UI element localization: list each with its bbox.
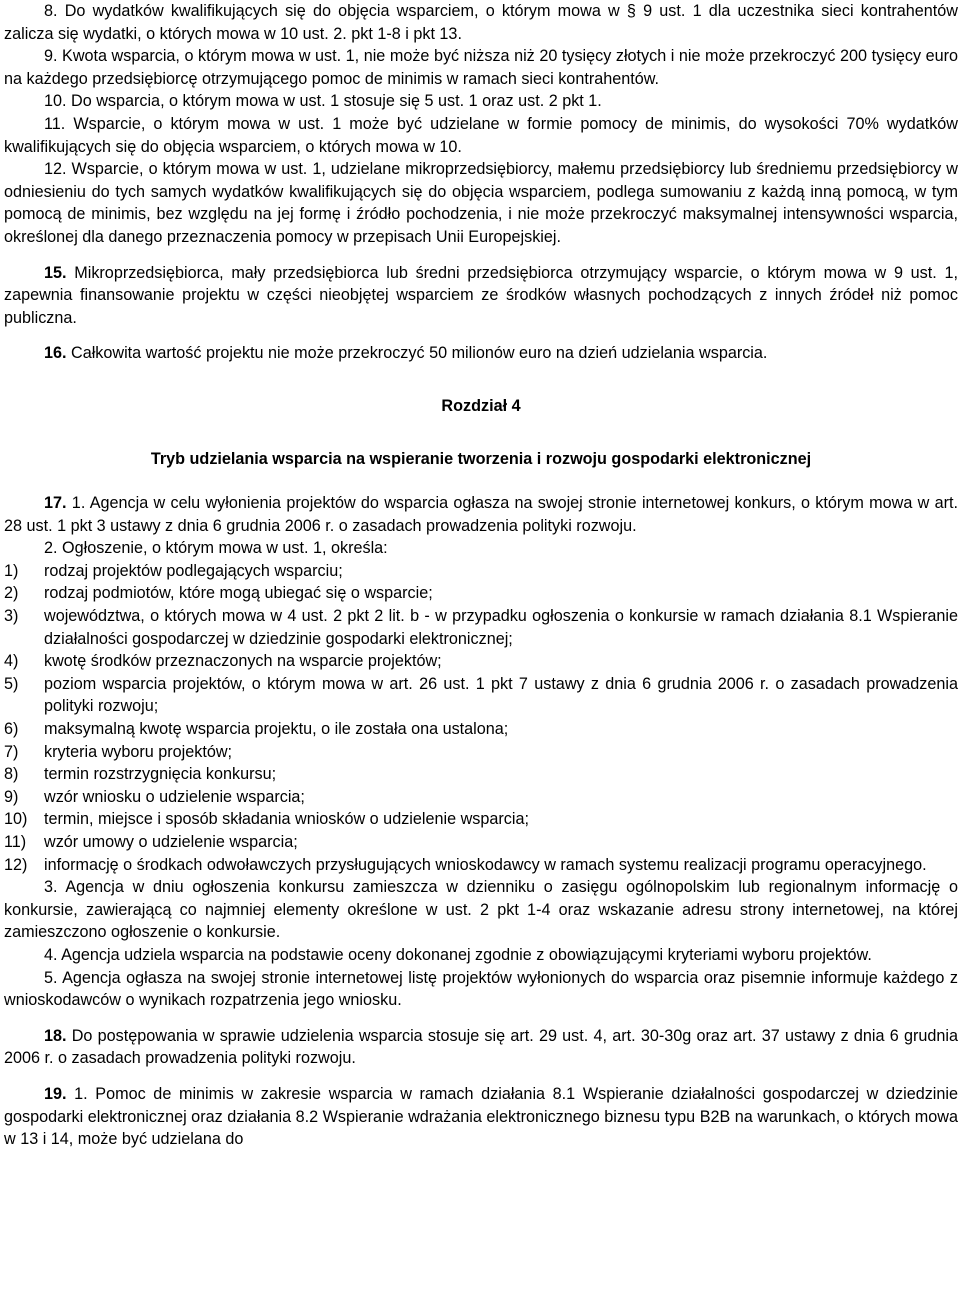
list-item: 6) maksymalną kwotę wsparcia projektu, o ile została ona ustalona; <box>4 720 509 739</box>
list-item: 4) kwotę środków przeznaczonych na wsparcie projektów; <box>4 652 442 671</box>
list-item: 1) rodzaj projektów podlegających wsparciu; <box>4 561 343 580</box>
paragraph-8: 8. Do wydatków kwalifikujących się do objęcia wsparciem, o którym mowa w § 9 ust. 1 dla uczestnika sieci kontrahentów zalicza się wydatki, o których mowa w 10 ust. 2. pkt 1-8 i pkt 13. <box>4 2 958 43</box>
list-item: 11) wzór umowy o udzielenie wsparcia; <box>4 833 298 851</box>
section-16-number: 16. <box>44 344 67 363</box>
section-17-para-4: 4. Agencja udziela wsparcia na podstawie oceny dokonanej zgodnie z obowiązującymi kryteriami wyboru projektów. <box>44 945 872 964</box>
chapter-title: Tryb udzielania wsparcia na wspieranie tworzenia i rozwoju gospodarki elektronicznej <box>150 449 812 468</box>
announcement-list <box>4 560 958 876</box>
list-item: 9) wzór wniosku o udzielenie wsparcia; <box>4 787 305 806</box>
paragraph-12: 12. Wsparcie, o którym mowa w ust. 1, udzielane mikroprzedsiębiorcy, małemu przedsiębiorcy lub średniemu przedsiębiorcy w odniesieniu do tych samych wydatków kwalifikujących się do objęcia wsparciem, podlega sumowaniu z każdą inną pomocą, w tym pomocą de minimis, bez względu na jej formę i źródło pochodzenia, i nie może przekroczyć maksymalnej intensywności wsparcia, określonej dla danego przeznaczenia pomocy w przepisach Unii Europejskiej. <box>4 160 958 246</box>
section-15-number: 15. <box>44 263 67 282</box>
list-item: 10) termin, miejsce i sposób składania wniosków o udzielenie wsparcia; <box>4 810 529 829</box>
section-17-text: 1. Agencja w celu wyłonienia projektów do wsparcia ogłasza na swojej stronie internetowej konkurs, o którym mowa w art. 28 ust. 1 pkt 3 ustawy z dnia 6 grudnia 2006 r. o zasadach prowadzenia polityki rozwoju. <box>4 494 958 535</box>
section-15 <box>4 262 958 330</box>
section-16 <box>4 342 958 365</box>
section-18-number: 18. <box>44 1026 67 1045</box>
chapter-heading: Rozdział 4 <box>441 396 521 415</box>
list-item: 7) kryteria wyboru projektów; <box>4 742 233 761</box>
section-15-text: Mikroprzedsiębiorca, mały przedsiębiorca lub średni przedsiębiorca otrzymujący wsparcie, o którym mowa w 9 ust. 1, zapewnia finansowanie projektu w części nieobjętej wsparciem ze środków własnych pochodzących z innych źródeł niż pomoc publiczna. <box>4 263 958 327</box>
section-19-number: 19. <box>44 1084 67 1103</box>
paragraph-9: 9. Kwota wsparcia, o którym mowa w ust. 1, nie może być niższa niż 20 tysięcy złotych i nie może przekroczyć 200 tysięcy euro na każdego przedsiębiorcę otrzymującego pomoc de minimis w ramach sieci kontrahentów. <box>4 47 958 88</box>
section-17-para-2: 2. Ogłoszenie, o którym mowa w ust. 1, określa: <box>44 539 388 558</box>
section-16-text: Całkowita wartość projektu nie może przekroczyć 50 milionów euro na dzień udzielania wsparcia. <box>66 344 768 363</box>
paragraph-11: 11. Wsparcie, o którym mowa w ust. 1 może być udzielane w formie pomocy de minimis, do wysokości 70% wydatków kwalifikujących się do objęcia wsparciem, o których mowa w 10. <box>4 114 958 156</box>
list-item: 12) informację o środkach odwoławczych przysługujących wnioskodawcy w ramach systemu realizacji programu operacyjnego. <box>4 855 927 874</box>
section-17-para-5: 5. Agencja ogłasza na swojej stronie internetowej listę projektów wyłonionych do wsparcia oraz pisemnie informuje każdego z wnioskodawców o wynikach rozpatrzenia jego wniosku. <box>4 968 958 1010</box>
section-19 <box>4 1083 958 1151</box>
section-17-para-3: 3. Agencja w dniu ogłoszenia konkursu zamieszcza w dzienniku o zasięgu ogólnopolskim lub regionalnym informację o konkursie, zawierającą co najmniej elementy określone w ust. 2 pkt 1-4 oraz wskazanie adresu strony internetowej, na której zamieszczono ogłoszenie o konkursie. <box>4 878 958 942</box>
list-item: 2) rodzaj podmiotów, które mogą ubiegać się o wsparcie; <box>4 584 433 603</box>
list-item: 5) poziom wsparcia projektów, o którym mowa w art. 26 ust. 1 pkt 7 ustawy z dnia 6 grudnia 2006 r. o zasadach prowadzenia polityki rozwoju; <box>4 674 958 716</box>
section-19-text: 1. Pomoc de minimis w zakresie wsparcia w ramach działania 8.1 Wspieranie działalności gospodarczej w dziedzinie gospodarki elektronicznej oraz działania 8.2 Wspieranie wdrażania elektronicznego biznesu typu B2B na warunkach, o których mowa w 13 i 14, może być udzielana do <box>4 1084 958 1149</box>
section-17-number: 17. <box>44 494 67 513</box>
paragraph-10: 10. Do wsparcia, o którym mowa w ust. 1 stosuje się 5 ust. 1 oraz ust. 2 pkt 1. <box>44 92 602 111</box>
list-item: 3) województwa, o których mowa w 4 ust. 2 pkt 2 lit. b - w przypadku ogłoszenia o konkursie w ramach działania 8.1 Wspieranie działalności gospodarczej w dziedzinie gospodarki elektronicznej; <box>4 607 958 648</box>
list-item: 8) termin rozstrzygnięcia konkursu; <box>4 765 277 784</box>
section-18-text: Do postępowania w sprawie udzielenia wsparcia stosuje się art. 29 ust. 4, art. 30-30g oraz art. 37 ustawy z dnia 6 grudnia 2006 r. o zasadach prowadzenia polityki rozwoju. <box>4 1026 958 1068</box>
section-17 <box>4 492 958 537</box>
section-18 <box>4 1025 958 1070</box>
